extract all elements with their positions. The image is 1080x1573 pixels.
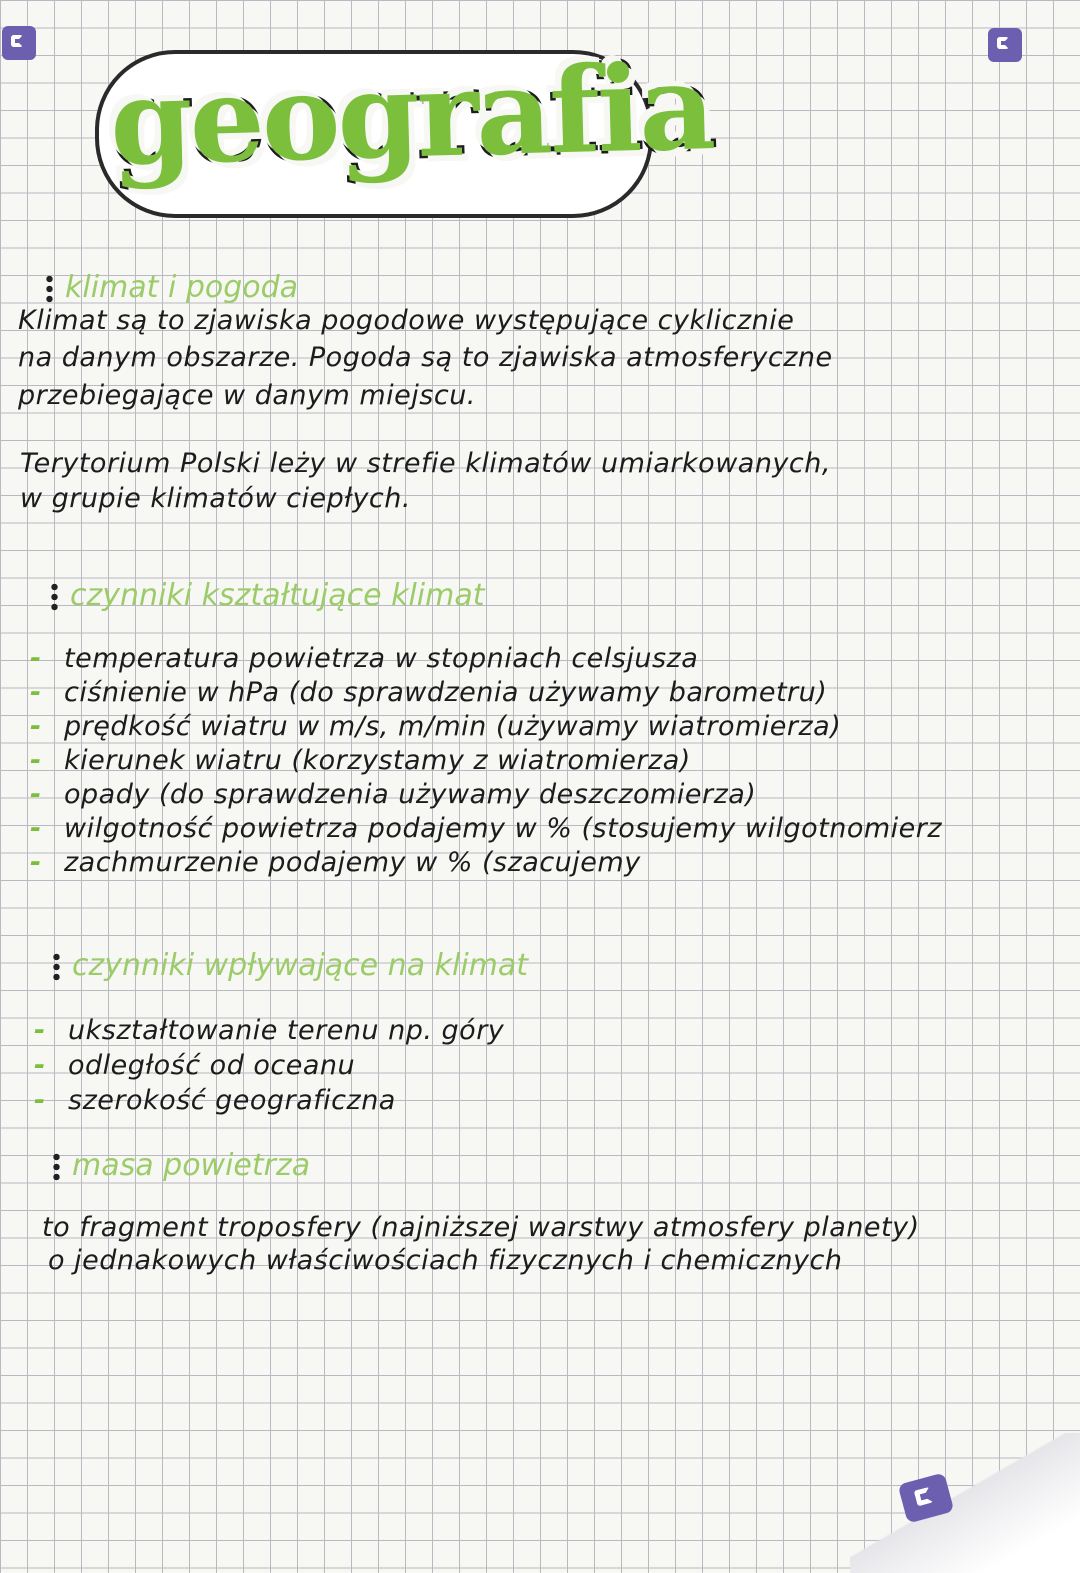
- section-heading-masa-powietrza: masa powietrza: [72, 1148, 311, 1183]
- list-item: - wilgotność powietrza podajemy w % (stosujemy wilgotnomierz: [64, 813, 942, 844]
- text-line: przebiegające w danym miejscu.: [18, 380, 476, 411]
- text-line: o jednakowych właściwościach fizycznych i chemicznych: [48, 1245, 843, 1276]
- list-item: - szerokość geograficzna: [68, 1085, 396, 1116]
- list-item: - zachmurzenie podajemy w % (szacujemy: [64, 847, 641, 878]
- list-item: - opady (do sprawdzenia używamy deszczomierza): [64, 779, 756, 810]
- list-item: - kierunek wiatru (korzystamy z wiatromierza): [64, 745, 691, 776]
- page-title: geografia: [108, 37, 715, 192]
- app-logo-icon-top-left: [2, 26, 36, 60]
- section-heading-czynniki-wplywajace: czynniki wpływające na klimat: [72, 948, 529, 983]
- text-line: na danym obszarze. Pogoda są to zjawiska atmosferyczne: [18, 342, 833, 373]
- section-heading-czynniki-ksztaltujace: czynniki kształtujące klimat: [70, 578, 485, 613]
- text-line: to fragment troposfery (najniższej warstwy atmosfery planety): [42, 1212, 920, 1243]
- list-item: - temperatura powietrza w stopniach celsjusza: [64, 643, 698, 674]
- page-curl: [850, 1433, 1080, 1573]
- app-logo-icon-top-right: [988, 28, 1022, 62]
- text-line: Terytorium Polski leży w strefie klimatów umiarkowanych,: [20, 448, 831, 479]
- list-item: - prędkość wiatru w m/s, m/min (używamy wiatromierza): [64, 711, 841, 742]
- list-item: - ukształtowanie terenu np. góry: [68, 1015, 504, 1046]
- text-line: w grupie klimatów ciepłych.: [20, 483, 411, 514]
- list-item: - odległość od oceanu: [68, 1050, 355, 1081]
- text-line: Klimat są to zjawiska pogodowe występujące cyklicznie: [18, 305, 795, 336]
- list-item: - ciśnienie w hPa (do sprawdzenia używamy barometru): [64, 677, 827, 708]
- section-heading-klimat-pogoda: klimat i pogoda: [65, 270, 299, 305]
